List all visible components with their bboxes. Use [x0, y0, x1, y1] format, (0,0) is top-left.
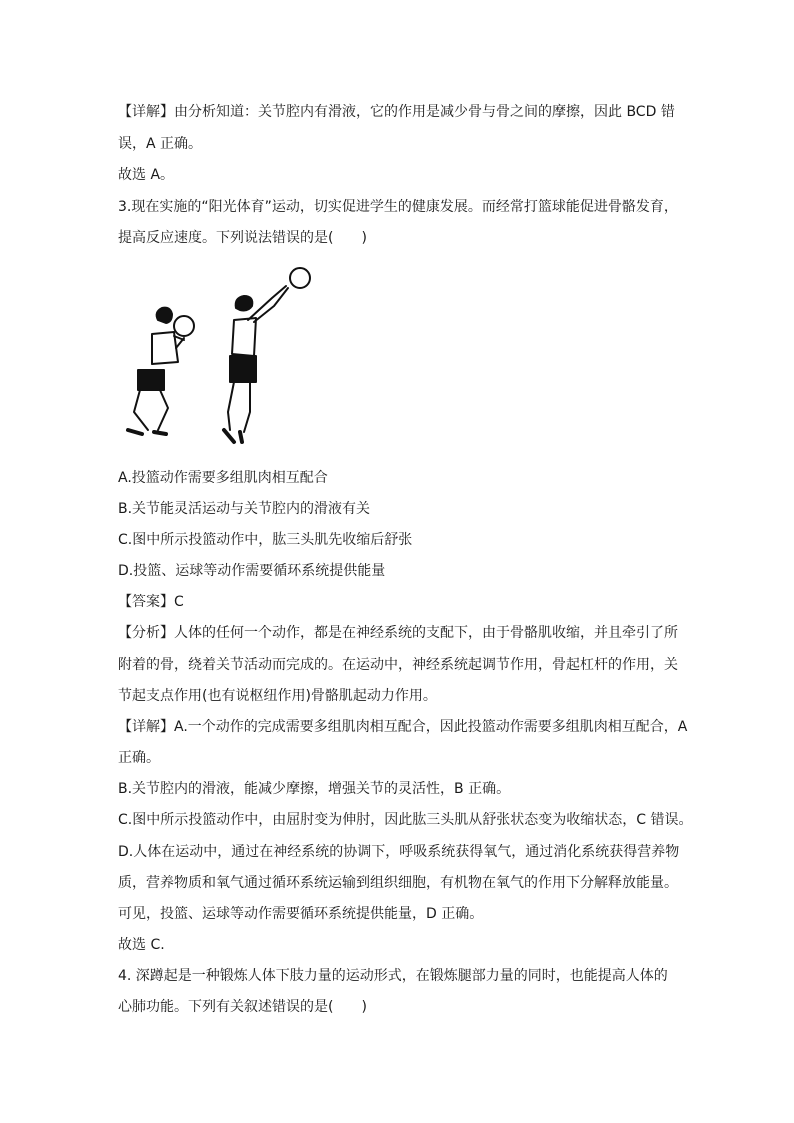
right-player-leg-left: [228, 382, 234, 430]
analysis-text: 人体的任何一个动作，都是在神经系统的支配下，由于骨骼肌收缩，并且牵引了所: [174, 625, 678, 641]
q3-detail-d-line-1: D.人体在运动中，通过在神经系统的协调下，呼吸系统获得氧气，通过消化系统获得营养物: [118, 844, 680, 860]
right-player-head: [236, 296, 253, 311]
prev-detail-line-1: [118, 102, 675, 122]
detail-tag: 【详解】: [118, 104, 174, 120]
q3-stem-line-1: 3.现在实施的“阳光体育”运动，切实促进学生的健康发展。而经常打篮球能促进骨骼发育，: [118, 199, 678, 215]
q3-detail-a-line-1: [118, 717, 687, 737]
q4-stem-line-1: 4. 深蹲起是一种锻炼人体下肢力量的运动形式，在锻炼腿部力量的同时，也能提高人体的: [118, 968, 668, 984]
q3-answer: [118, 592, 184, 612]
answer-value: C: [174, 594, 184, 610]
q3-conclusion: 故选 C.: [118, 937, 165, 953]
q3-option-a: A.投篮动作需要多组肌肉相互配合: [118, 470, 328, 486]
q3-detail-c: C.图中所示投篮动作中，由屈肘变为伸肘，因此肱三头肌从舒张状态变为收缩状态，C 错误。: [118, 812, 693, 828]
q3-detail-a-line-2: 正确。: [118, 750, 160, 766]
right-player-ball: [290, 268, 310, 288]
q3-analysis-line-1: [118, 623, 678, 643]
right-player-leg-right: [244, 382, 250, 432]
q3-analysis-line-2: 附着的骨，绕着关节活动而完成的。在运动中，神经系统起调节作用，骨起杠杆的作用，关: [118, 657, 678, 673]
q3-detail-d-line-3: 可见，投篮、运球等动作需要循环系统提供能量，D 正确。: [118, 906, 484, 922]
q3-option-d: D.投篮、运球等动作需要循环系统提供能量: [118, 563, 386, 579]
right-player-torso: [232, 318, 256, 356]
q3-detail-b: B.关节腔内的滑液，能减少摩擦，增强关节的灵活性，B 正确。: [118, 781, 511, 797]
prev-detail-line-2: 误，A 正确。: [118, 136, 203, 152]
q3-analysis-line-3: 节起支点作用(也有说枢纽作用)骨骼肌起动力作用。: [118, 688, 437, 704]
left-player-shorts: [138, 370, 164, 390]
right-player-arm-up: [254, 288, 288, 322]
analysis-tag: 【分析】: [118, 625, 174, 641]
answer-tag: 【答案】: [118, 594, 174, 610]
q3-detail-d-line-2: 质，营养物质和氧气通过循环系统运输到组织细胞，有机物在氧气的作用下分解释放能量。: [118, 875, 678, 891]
right-player-shorts: [230, 356, 256, 382]
q4-stem-line-2: 心肺功能。下列有关叙述错误的是( ): [118, 999, 367, 1015]
q3-option-b: B.关节能灵活运动与关节腔内的滑液有关: [118, 501, 371, 517]
left-player-head: [157, 308, 172, 323]
q3-option-c: C.图中所示投篮动作中，肱三头肌先收缩后舒张: [118, 532, 413, 548]
detail-text: 由分析知道：关节腔内有滑液，它的作用是减少骨与骨之间的摩擦，因此 BCD 错: [174, 104, 675, 120]
detail-tag: 【详解】: [118, 719, 174, 735]
q3-stem-line-2: 提高反应速度。下列说法错误的是( ): [118, 230, 367, 246]
left-player-leg-front: [158, 390, 168, 430]
prev-conclusion: 故选 A。: [118, 167, 175, 183]
left-player-leg-back: [134, 390, 148, 430]
basketball-players-figure: [118, 262, 328, 452]
left-player-ball: [174, 316, 194, 336]
detail-text: A.一个动作的完成需要多组肌肉相互配合，因此投篮动作需要多组肌肉相互配合，A: [174, 719, 688, 735]
